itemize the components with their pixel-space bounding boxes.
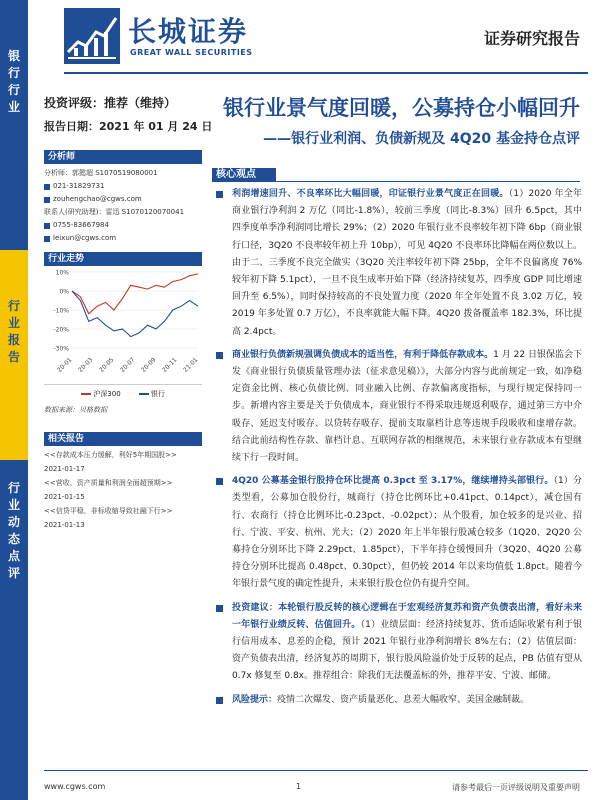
analyst-name: 分析师：郭懿超 S1070519080001	[44, 169, 158, 177]
company-name-en: GREAT WALL SECURITIES	[130, 48, 253, 57]
analyst-email[interactable]: zouhengchao@cgws.com	[44, 193, 202, 206]
sidebar-char: 行	[7, 299, 20, 313]
sidebar-report-label	[0, 250, 28, 460]
footer-url[interactable]: www.cgws.com	[44, 782, 106, 791]
report-title: 银行业景气度回暖，公募持仓小幅回升	[223, 96, 580, 120]
trend-chart	[44, 266, 202, 385]
chart-source: 数据来源：贝格数据	[44, 406, 107, 414]
sidebar-char: 业	[7, 498, 20, 512]
viewpoint-paragraph	[212, 692, 582, 709]
legend-item-bank: 银行	[139, 389, 165, 399]
related-reports-panel	[44, 432, 202, 532]
bullet-icon	[216, 478, 223, 485]
chart-header: 行业走势	[44, 252, 202, 266]
core-viewpoint-tag: 核心观点	[212, 168, 276, 182]
sidebar-char: 行	[7, 66, 20, 80]
email-icon	[44, 236, 50, 242]
phone-icon	[44, 184, 50, 190]
footer-divider	[44, 770, 588, 771]
email-icon	[44, 197, 50, 203]
sidebar-char: 评	[7, 566, 20, 580]
sidebar	[0, 0, 28, 800]
analyst-header: 分析师	[44, 150, 202, 164]
sidebar-char: 动	[7, 515, 20, 529]
related-report-link[interactable]: <<信贷平稳，非标收缩导致社融下行>>	[44, 507, 173, 515]
related-report-link[interactable]: <<营收、资产质量和利润全面超预期>>	[44, 479, 173, 487]
paragraph-headline: 利润增速回升、不良率环比大幅回暖，印证银行业景气度正在回暖。	[232, 189, 509, 199]
related-report-date: 2021-01-17	[44, 465, 85, 473]
y-tick-label: -20%	[53, 326, 69, 334]
paragraph-text: 1 月 22 日银保监会下发《商业银行负债质量管理办法（征求意见稿）》，大部分内容与此前规定一致，如净稳定资金比例、核心负债比例、同业融入比例、存款偏离度指标，与现行规定保持同一步。新增内容主要是关于负债成本，商业银行不得采取违规返利吸存，通过第三方中介吸存、延迟支付吸存、以贷转存吸存、提前支取靠档计息等违规手段吸收和虚增存款。结合此前结构性存款、靠档计息、互联网存款的相继规范，未来银行业存款成本有望继续下行一段时间。	[232, 349, 582, 464]
trend-chart-svg	[44, 266, 202, 384]
paragraph-text: 疫情二次爆发、资产质量恶化、息差大幅收窄、美国金融制裁。	[277, 694, 530, 705]
related-report-link[interactable]: <<存款成本压力缓解，利好5年期国股>>	[44, 451, 177, 459]
viewpoint-paragraph	[212, 473, 582, 593]
sidebar-char: 点	[7, 549, 20, 563]
sidebar-char: 银	[7, 49, 20, 63]
sidebar-comment-label	[0, 460, 28, 800]
paragraph-headline: 商业银行负债新规强调负债成本的适当性，有利于降低存款成本。	[232, 349, 494, 360]
report-type: 证券研究报告	[483, 29, 580, 48]
x-tick-label: 20-11	[161, 356, 179, 374]
viewpoint-paragraph	[212, 600, 582, 686]
header-divider	[64, 72, 588, 74]
series-line-bank	[72, 291, 198, 337]
report-subtitle: ——银行业利润、负债新规及 4Q20 基金持仓点评	[263, 131, 580, 147]
y-tick-label: -10%	[53, 307, 69, 315]
sidebar-char: 业	[7, 316, 20, 330]
viewpoint-paragraph	[212, 347, 582, 467]
phone-icon	[44, 223, 50, 229]
sidebar-char: 告	[7, 350, 20, 364]
legend-item-hs300: 沪深300	[81, 389, 121, 399]
industry-trend-panel	[44, 252, 202, 415]
related-report-date: 2021-01-13	[44, 521, 85, 529]
contact-phone: 0755-83667984	[44, 219, 202, 232]
sidebar-char: 行	[7, 481, 20, 495]
chart-legend	[44, 389, 202, 399]
contact-email[interactable]: leixun@cgws.com	[44, 232, 202, 245]
sidebar-char: 态	[7, 532, 20, 546]
y-tick-label: -30%	[53, 345, 69, 353]
investment-rating: 投资评级：推荐（维持）	[44, 96, 177, 110]
paragraph-text: （1）分类型看，公募加仓股份行，城商行（持仓比例环比+0.41pct、0.14pct），减仓国有行、农商行（持仓比例环比-0.23pct、-0.02pct）；从个股看，加仓较多的是兴业、招行、宁波、平安、杭州、光大；（2）2020 年上半年银行股减仓较多（1Q20、2Q20 公募持仓分别环比下降 2.29pct、1.85pct），下半年持仓缓慢回升（3Q20、4Q20 公募持仓分别环比提高 0.48pct、0.30pct），但仍较 2014 年以来均值低 1.8pct。随着今年银行景气度的确定性提升，未来银行股仓位仍有提升空间。	[232, 476, 582, 590]
series-line-hs300	[72, 274, 198, 314]
bullet-icon	[216, 605, 223, 612]
company-name: 长城证券	[128, 15, 249, 48]
sidebar-char: 业	[7, 100, 20, 114]
paragraph-headline: 投资建议：本轮银行股反转的核心逻辑在于宏观经济复苏和资产负债表出清，看好未来一年银行业绩反转、估值回升。	[232, 602, 582, 630]
bullet-icon	[216, 697, 223, 704]
paragraph-text: （1）2020 年全年商业银行净利润 2 万亿（同比-1.8%），较前三季度（同比-8.3%）回升 6.5pct，其中四季度单季净利润同比增长 29%；（2）2020 年银行业不良率较年初下降 6bp（商业银行口径，3Q20 不良率较年初上升 10bp），可见 4Q20 不良率环比降幅在两位数以上。由于二、三季度不良完全做实（3Q20 关注率较年初下降 25bp，全年不良偏离度 76%较年初下降 5.1pct），一旦不良生成率开始下降（经济持续复苏，四季度 GDP 同比增速回升至 6.5%），同时保持较高的不良处置力度（2020 年全年处置不良 3.02 万亿，较 2019 年多处置 0.7 万亿），不良率就能大幅下降。4Q20 拨备覆盖率 182.3%，环比提高 2.4pct。	[232, 189, 582, 337]
bullet-icon	[216, 191, 223, 198]
x-tick-label: 20-09	[140, 356, 158, 374]
x-tick-label: 21-01	[182, 356, 200, 374]
analyst-phone: 021-31829731	[44, 180, 202, 193]
y-tick-label: 10%	[55, 269, 69, 277]
sidebar-char: 行	[7, 83, 20, 97]
viewpoint-paragraph	[212, 186, 582, 341]
x-tick-label: 20-03	[77, 356, 95, 374]
x-tick-label: 20-05	[98, 356, 116, 374]
core-divider	[212, 181, 580, 182]
related-header: 相关报告	[44, 432, 202, 446]
report-date: 报告日期：2021 年 01 月 24 日	[44, 120, 213, 133]
x-tick-label: 20-07	[119, 356, 137, 374]
paragraph-text: （1）业绩层面：经济持续复苏、货币适际收紧有利于银行信用成本、息差的企稳，预计 2021 年银行业净利润增长 8%左右；（2）估值层面：资产负债表出清，经济复苏的周期下，银行股风险溢价处于反转的起点，PB 估值有望从 0.7x 修复至 0.8x。推荐组合：除我们无法覆盖标的外，推荐平安、宁波、邮储。	[232, 619, 582, 682]
analyst-panel	[44, 150, 202, 245]
paragraph-headline: 风险提示：	[232, 694, 278, 705]
page-number: 1	[296, 782, 302, 791]
sidebar-industry-label	[0, 0, 28, 250]
sidebar-char: 报	[7, 333, 20, 347]
company-logo-icon	[64, 8, 120, 64]
related-report-date: 2021-01-15	[44, 493, 85, 501]
x-tick-label: 20-01	[56, 356, 74, 374]
bullet-icon	[216, 352, 223, 359]
y-tick-label: 0%	[59, 288, 69, 296]
core-viewpoint-body	[212, 186, 582, 715]
footer-disclaimer: 请参考最后一页评级说明及重要声明	[452, 783, 580, 792]
contact-name: 联系人(研究助理)：雷迅 S1070120070041	[44, 208, 185, 216]
paragraph-headline: 4Q20 公募基金银行股持仓环比提高 0.3pct 至 3.17%，继续增持头部银行。	[232, 476, 554, 487]
page-header	[28, 0, 600, 74]
